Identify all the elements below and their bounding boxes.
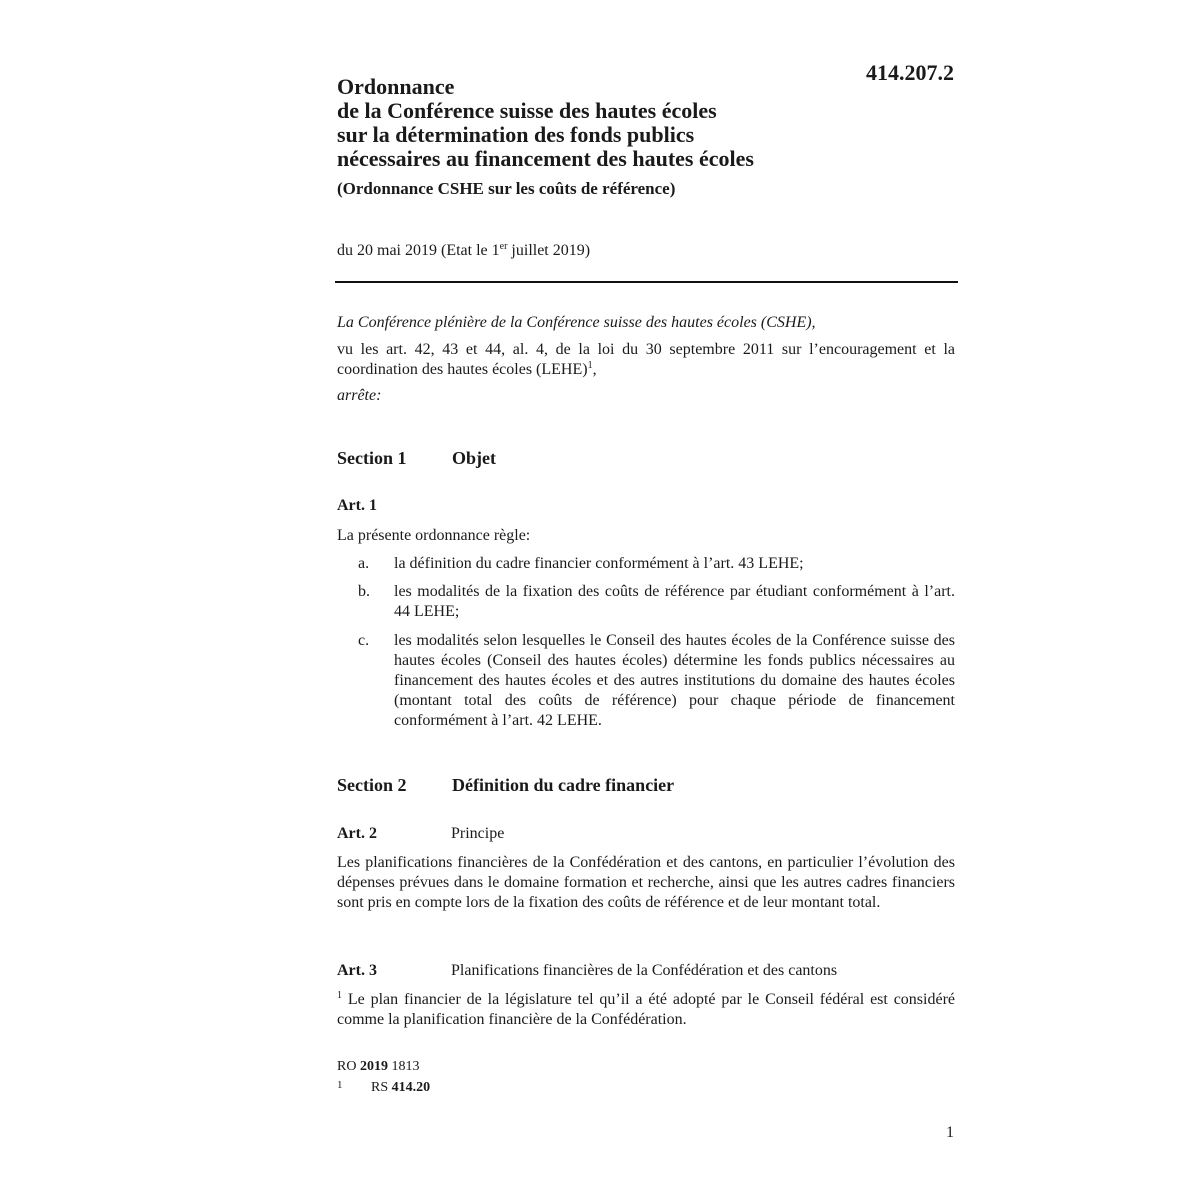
list-letter: b. [358,583,370,600]
article-number: Art. 3 [337,962,377,979]
ro-page: 1813 [387,1059,420,1074]
footnote-prefix: RS [371,1080,392,1095]
article-number: Art. 1 [337,497,377,514]
systematic-number: 414.207.2 [866,60,954,85]
list-item-a [337,554,955,574]
article-2-text: Les planifications financières de la Confédération et des cantons, en particulier l’évolution des dépenses prévues dans le domaine formation et recherche, ainsi que les autres cadres financiers sont pris en compte lors de la fixation des coûts de référence et de leur montant total. [337,854,955,911]
footnote-ref-1[interactable]: 1 [587,360,593,371]
list-item-c [337,631,955,731]
section-heading-1 [337,448,496,469]
preamble-basis [337,340,955,380]
title-line: Ordonnance [337,74,455,99]
paragraph-text: Le plan financier de la législature tel qu’il a été adopté par le Conseil fédéral est considéré comme la planification financière de la Confédération. [337,991,955,1028]
preamble-decision: arrête: [337,387,382,404]
list-letter: a. [358,555,370,572]
list-letter: c. [358,632,370,649]
list-item-b [337,582,955,622]
list-text: les modalités selon lesquelles le Conseil des hautes écoles de la Conférence suisse des hautes écoles (Conseil des hautes écoles) détermine les fonds publics nécessaires au financement des hautes écoles et des autres institutions du domaine des hautes écoles (montant total des coûts de référence) pour chaque période de financement conformément à l’art. 42 LEHE. [394,632,955,729]
section-heading-2 [337,775,674,796]
article-1-intro: La présente ordonnance règle: [337,527,531,544]
date-suffix: juillet 2019) [507,242,591,259]
header-divider [335,281,958,283]
article-3-paragraph-1 [337,990,955,1030]
ro-year: 2019 [359,1059,388,1074]
article-3-heading [337,962,837,980]
document-date [337,242,590,260]
title-line: sur la détermination des fonds publics [337,122,695,147]
preamble-basis-text: vu les art. 42, 43 et 44, al. 4, de la loi du 30 septembre 2011 sur l’encouragement et la coordination des hautes écoles (LEHE) [337,341,955,378]
article-number: Art. 2 [337,825,377,842]
preamble-basis-end: , [592,361,597,378]
article-title: Principe [451,825,505,842]
ro-prefix: RO [337,1059,360,1074]
list-text: les modalités de la fixation des coûts de référence par étudiant conformément à l’art. 44 LEHE; [394,583,955,620]
official-compilation-ref [337,1059,419,1075]
section-label: Section 1 [337,448,407,468]
footnote-1 [337,1079,430,1096]
page-number: 1 [946,1124,954,1141]
section-title: Objet [452,448,496,468]
footnote-link[interactable]: 414.20 [391,1080,431,1095]
list-text: la définition du cadre financier conformément à l’art. 43 LEHE; [394,555,804,572]
section-title: Définition du cadre financier [452,775,675,795]
document-title [337,75,857,171]
short-title: (Ordonnance CSHE sur les coûts de référence) [337,179,676,198]
title-line: nécessaires au financement des hautes écoles [337,146,754,171]
paragraph-number: 1 [337,990,342,1001]
preamble-authority: La Conférence plénière de la Conférence suisse des hautes écoles (CSHE), [337,314,816,331]
date-superscript: er [499,241,508,252]
date-prefix: du 20 mai 2019 (Etat le 1 [337,242,500,259]
article-1-heading [337,497,451,515]
section-label: Section 2 [337,775,407,795]
title-line: de la Conférence suisse des hautes écoles [337,98,717,123]
footnote-number: 1 [337,1079,343,1091]
article-2-heading [337,825,504,843]
article-title: Planifications financières de la Confédération et des cantons [451,962,838,979]
